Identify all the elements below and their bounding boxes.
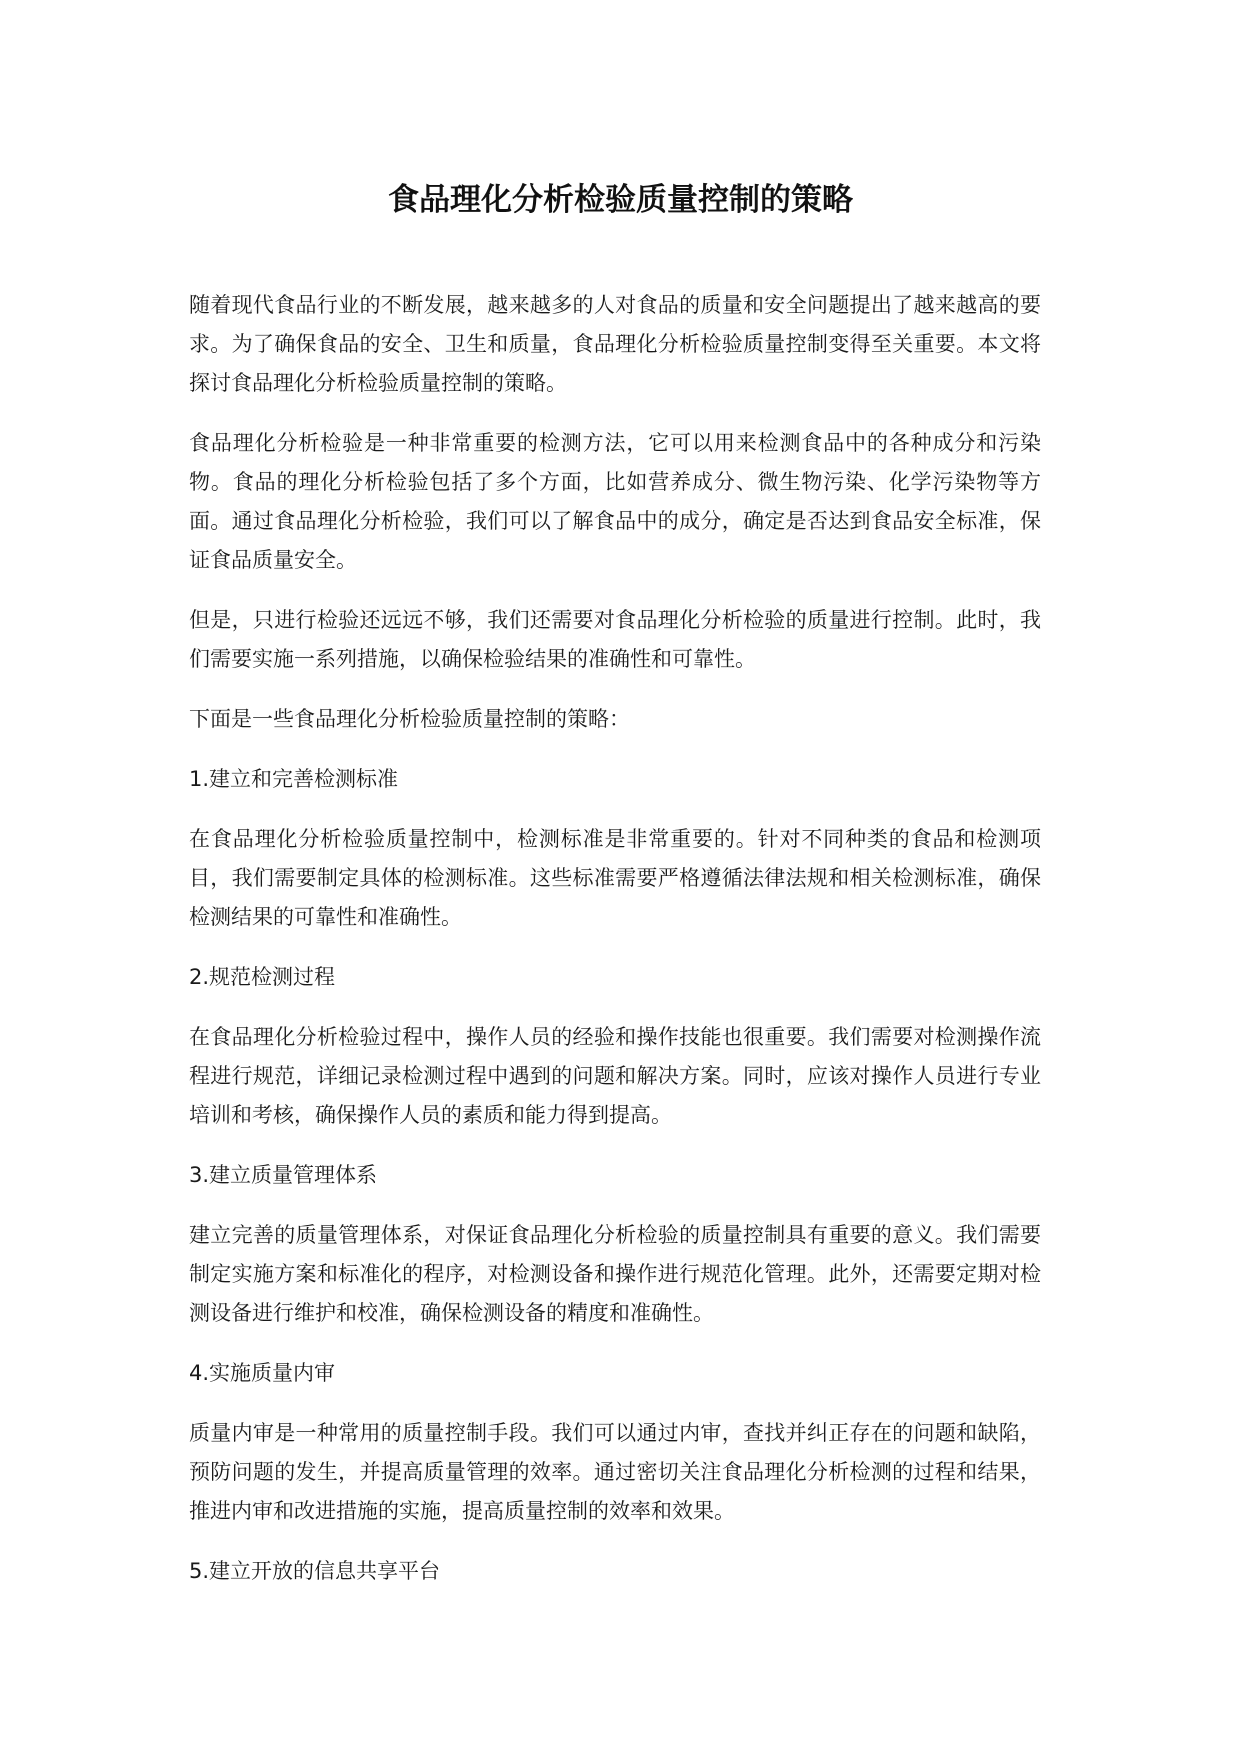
- document-title: 食品理化分析检验质量控制的策略: [388, 182, 853, 218]
- intro-paragraph-1: 随着现代食品行业的不断发展，越来越多的人对食品的质量和安全问题提出了越来越高的要求。为了确保食品的安全、卫生和质量，食品理化分析检验质量控制变得至关重要。本文将探讨食品理化分析检验质量控制的策略。: [189, 293, 1041, 395]
- intro-paragraph-4: 下面是一些食品理化分析检验质量控制的策略：: [189, 707, 630, 731]
- section-heading-5: 5.建立开放的信息共享平台: [189, 1559, 441, 1583]
- section-body-3: 建立完善的质量管理体系，对保证食品理化分析检验的质量控制具有重要的意义。我们需要制定实施方案和标准化的程序，对检测设备和操作进行规范化管理。此外，还需要定期对检测设备进行维护和校准，确保检测设备的精度和准确性。: [189, 1223, 1041, 1325]
- section-heading-1: 1.建立和完善检测标准: [189, 767, 399, 791]
- intro-paragraph-2: 食品理化分析检验是一种非常重要的检测方法，它可以用来检测食品中的各种成分和污染物。食品的理化分析检验包括了多个方面，比如营养成分、微生物污染、化学污染物等方面。通过食品理化分析检验，我们可以了解食品中的成分，确定是否达到食品安全标准，保证食品质量安全。: [189, 431, 1041, 572]
- section-heading-4: 4.实施质量内审: [189, 1361, 336, 1385]
- section-body-4: 质量内审是一种常用的质量控制手段。我们可以通过内审，查找并纠正存在的问题和缺陷，预防问题的发生，并提高质量管理的效率。通过密切关注食品理化分析检测的过程和结果，推进内审和改进措施的实施，提高质量控制的效率和效果。: [189, 1421, 1041, 1523]
- intro-paragraph-3: 但是，只进行检验还远远不够，我们还需要对食品理化分析检验的质量进行控制。此时，我们需要实施一系列措施，以确保检验结果的准确性和可靠性。: [189, 608, 1041, 671]
- section-heading-3: 3.建立质量管理体系: [189, 1163, 378, 1187]
- section-heading-2: 2.规范检测过程: [189, 965, 336, 989]
- document-body: [189, 286, 1041, 1612]
- section-body-2: 在食品理化分析检验过程中，操作人员的经验和操作技能也很重要。我们需要对检测操作流程进行规范，详细记录检测过程中遇到的问题和解决方案。同时，应该对操作人员进行专业培训和考核，确保操作人员的素质和能力得到提高。: [189, 1025, 1041, 1127]
- section-body-1: 在食品理化分析检验质量控制中，检测标准是非常重要的。针对不同种类的食品和检测项目，我们需要制定具体的检测标准。这些标准需要严格遵循法律法规和相关检测标准，确保检测结果的可靠性和准确性。: [189, 827, 1041, 929]
